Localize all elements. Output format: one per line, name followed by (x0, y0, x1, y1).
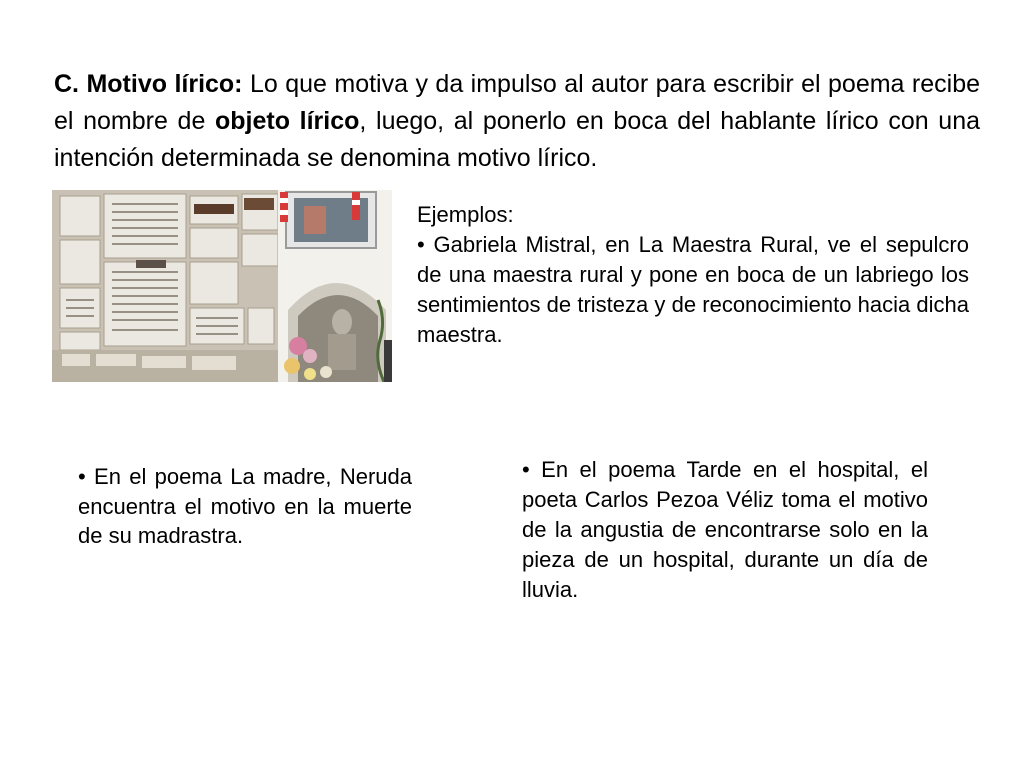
intro-text-2: , luego, al ponerlo en boca del hablante lírico con una intención determinada se denomina motivo lírico. (54, 107, 980, 172)
example-pezoa-veliz: • En el poema Tarde en el hospital, el poeta Carlos Pezoa Véliz toma el motivo de la angustia de encontrarse solo en la pieza de un hospital, durante un día de lluvia. (522, 457, 928, 602)
intro-text-1: Lo que motiva y da impulso al autor para escribir el poema recibe el nombre de (54, 70, 981, 135)
intro-heading: C. Motivo lírico: (54, 70, 243, 98)
examples-label: Ejemplos: (417, 202, 514, 227)
examples-block (417, 200, 969, 350)
intro-term: objeto lírico (215, 107, 360, 135)
memorial-niche-photo (52, 190, 392, 382)
example-neruda: • En el poema La madre, Neruda encuentra el motivo en la muerte de su madrastra. (78, 464, 412, 548)
intro-paragraph (54, 66, 980, 177)
example-mistral: • Gabriela Mistral, en La Maestra Rural, ve el sepulcro de una maestra rural y pone en boca de un labriego los sentimientos de tristeza y de reconocimiento hacia dicha maestra. (417, 232, 969, 347)
